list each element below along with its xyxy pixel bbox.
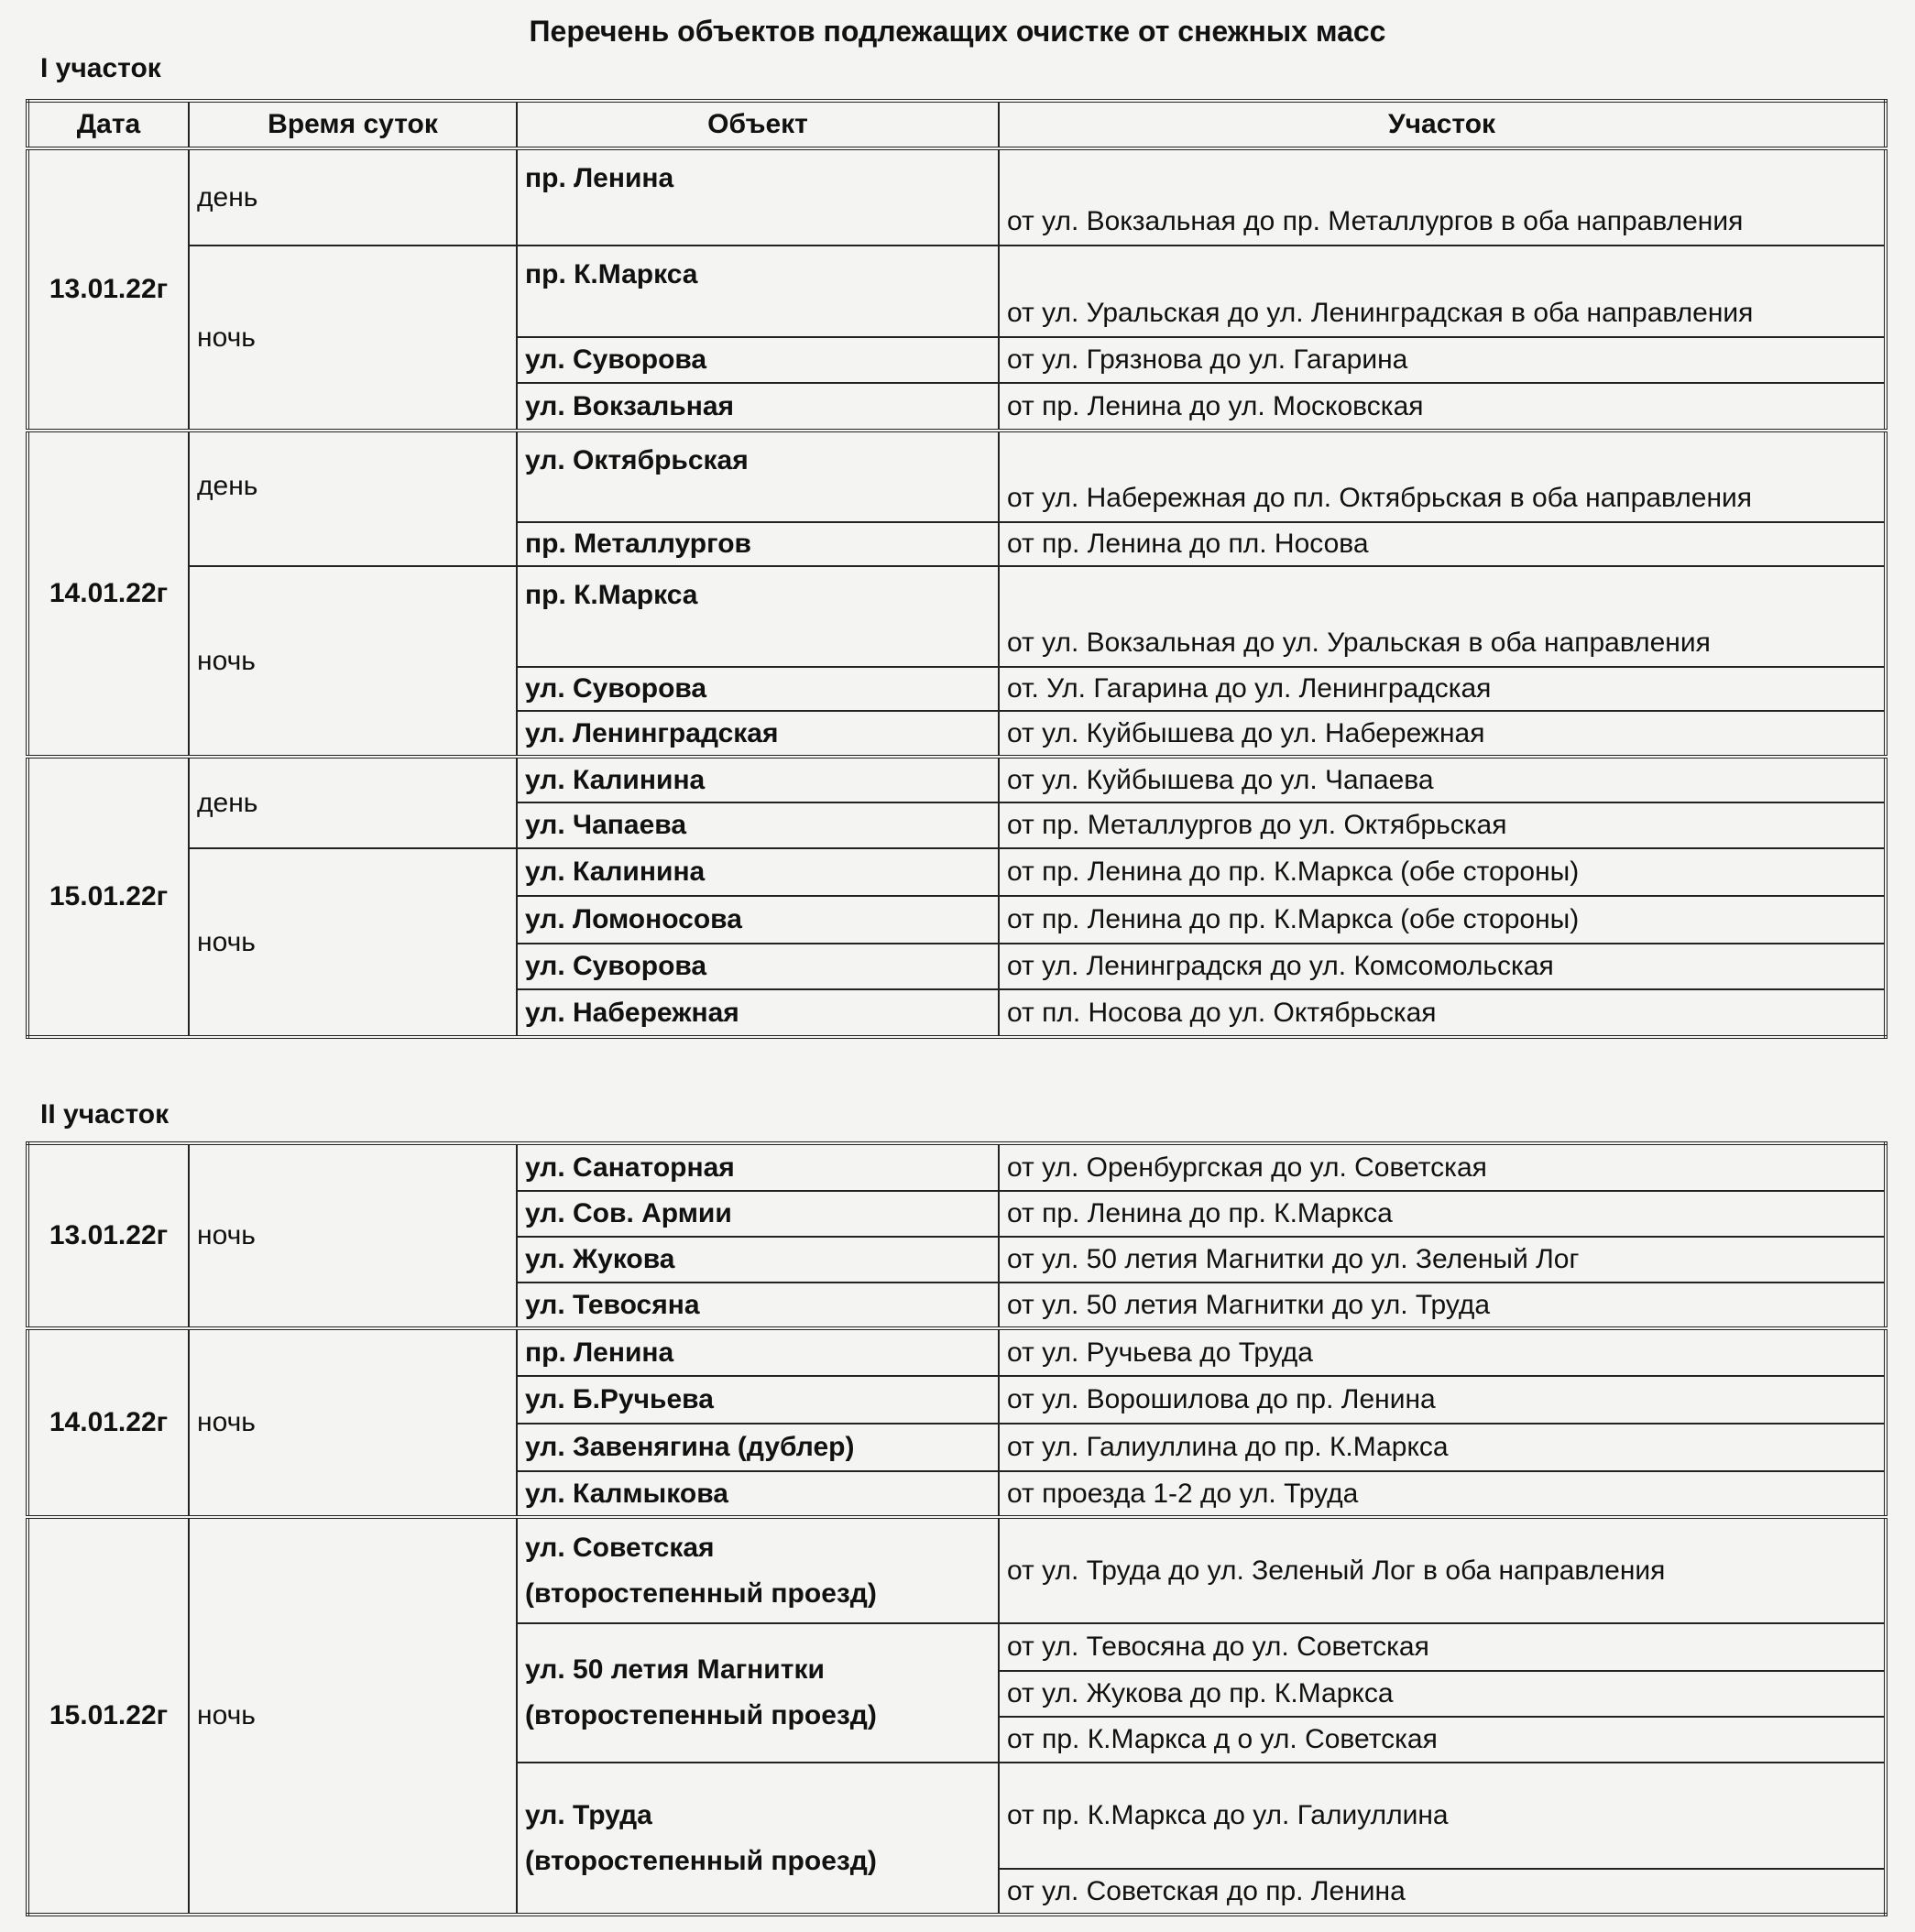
object-name: ул. 50 летия Магнитки [525,1654,825,1685]
date-cell: 14.01.22г [27,431,189,757]
header-time: Время суток [189,101,517,148]
header-object: Объект [517,101,999,148]
segment-cell: от ул. Ручьева до Труда [999,1328,1886,1376]
header-date: Дата [27,101,189,148]
time-cell: день [189,431,517,566]
table-row [27,757,1886,802]
segment-cell: от пл. Носова до ул. Октябрьская [999,989,1886,1037]
object-cell [517,1763,999,1915]
segment-cell: от пр. Металлургов до ул. Октябрьская [999,802,1886,848]
object-cell: ул. Санаторная [517,1143,999,1191]
header-section: Участок [999,101,1886,148]
object-note: (второстепенный проезд) [525,1845,877,1876]
table-row [27,1517,1886,1623]
object-cell: ул. Сов. Армии [517,1191,999,1237]
object-note: (второстепенный проезд) [525,1577,877,1609]
table-row [27,246,1886,337]
object-cell: пр. К.Маркса [517,566,999,667]
s2-day-15 [27,1517,1886,1915]
segment-cell: от ул. Галиуллина до пр. К.Маркса [999,1424,1886,1471]
table-row [27,148,1886,246]
segment-cell: от ул. 50 летия Магнитки до ул. Труда [999,1283,1886,1328]
object-cell: ул. Ломоносова [517,896,999,944]
time-cell: ночь [189,566,517,757]
segment-cell: от пр. К.Маркса до ул. Галиуллина [999,1763,1886,1869]
object-cell: ул. Суворова [517,667,999,711]
time-cell: ночь [189,848,517,1037]
date-cell: 15.01.22г [27,1517,189,1915]
time-cell: ночь [189,1143,517,1328]
object-cell: ул. Суворова [517,337,999,383]
segment-cell: от ул. Уральская до ул. Ленинградская в оба направления [999,246,1886,337]
segment-cell: от ул. Набережная до пл. Октябрьская в оба направления [999,431,1886,522]
object-cell: пр. К.Маркса [517,246,999,337]
s1-day-15 [27,757,1886,1037]
segment-cell: от пр. Ленина до пр. К.Маркса (обе стороны) [999,896,1886,944]
segment-cell: от ул. Куйбышева до ул. Чапаева [999,757,1886,802]
segment-cell: от проезда 1-2 до ул. Труда [999,1471,1886,1517]
segment-cell: от ул. Куйбышева до ул. Набережная [999,711,1886,757]
object-cell: ул. Ленинградская [517,711,999,757]
object-cell: ул. Б.Ручьева [517,1376,999,1424]
segment-cell: от ул. Жукова до пр. К.Маркса [999,1671,1886,1717]
segment-cell: от ул. 50 летия Магнитки до ул. Зеленый Лог [999,1237,1886,1283]
date-cell: 14.01.22г [27,1328,189,1517]
time-cell: ночь [189,1517,517,1915]
page-title: Перечень объектов подлежащих очистке от снежных масс [529,15,1386,48]
object-cell: ул. Калмыкова [517,1471,999,1517]
segment-cell: от ул. Тевосяна до ул. Советская [999,1623,1886,1671]
section-1-table [26,99,1888,1039]
object-cell: пр. Ленина [517,148,999,246]
object-cell: ул. Калинина [517,757,999,802]
object-cell: пр. Ленина [517,1328,999,1376]
object-cell: ул. Завенягина (дублер) [517,1424,999,1471]
time-cell: день [189,757,517,848]
s1-day-14 [27,431,1886,757]
object-cell: ул. Октябрьская [517,431,999,522]
segment-cell: от пр. К.Маркса д о ул. Советская [999,1717,1886,1763]
object-cell [517,1517,999,1623]
segment-cell: от пр. Ленина до пл. Носова [999,522,1886,566]
time-cell: ночь [189,1328,517,1517]
object-cell: ул. Вокзальная [517,383,999,431]
object-cell: ул. Тевосяна [517,1283,999,1328]
time-cell: день [189,148,517,246]
segment-cell: от ул. Грязнова до ул. Гагарина [999,337,1886,383]
table-row [27,1143,1886,1191]
s1-day-13 [27,148,1886,431]
date-cell: 15.01.22г [27,757,189,1037]
object-cell: ул. Суворова [517,944,999,989]
time-cell: ночь [189,246,517,431]
table-row [27,431,1886,522]
table-row [27,848,1886,896]
object-cell: ул. Чапаева [517,802,999,848]
segment-cell: от ул. Советская до пр. Ленина [999,1869,1886,1915]
table-row [27,566,1886,667]
object-cell: ул. Калинина [517,848,999,896]
section-1-label: I участок [40,53,161,83]
object-note: (второстепенный проезд) [525,1700,877,1730]
object-cell: пр. Металлургов [517,522,999,566]
segment-cell: от ул. Вокзальная до ул. Уральская в оба направления [999,566,1886,667]
date-cell: 13.01.22г [27,1143,189,1328]
section-2-table [26,1141,1888,1916]
segment-cell: от пр. Ленина до пр. К.Маркса (обе стороны) [999,848,1886,896]
object-cell: ул. Набережная [517,989,999,1037]
object-cell [517,1623,999,1763]
object-cell: ул. Жукова [517,1237,999,1283]
segment-cell: от ул. Оренбургская до ул. Советская [999,1143,1886,1191]
object-name: ул. Труда [525,1799,652,1830]
segment-cell: от ул. Ворошилова до пр. Ленина [999,1376,1886,1424]
section-2-label: II участок [40,1099,170,1130]
table-row [27,1328,1886,1376]
segment-cell: от пр. Ленина до пр. К.Маркса [999,1191,1886,1237]
segment-cell: от ул. Вокзальная до пр. Металлургов в оба направления [999,148,1886,246]
object-name: ул. Советская [525,1532,715,1563]
segment-cell: от. Ул. Гагарина до ул. Ленинградская [999,667,1886,711]
s2-day-14 [27,1328,1886,1517]
date-cell: 13.01.22г [27,148,189,431]
segment-cell: от ул. Труда до ул. Зеленый Лог в оба направления [999,1517,1886,1623]
segment-cell: от ул. Ленинградскя до ул. Комсомольская [999,944,1886,989]
segment-cell: от пр. Ленина до ул. Московская [999,383,1886,431]
s2-day-13 [27,1143,1886,1328]
